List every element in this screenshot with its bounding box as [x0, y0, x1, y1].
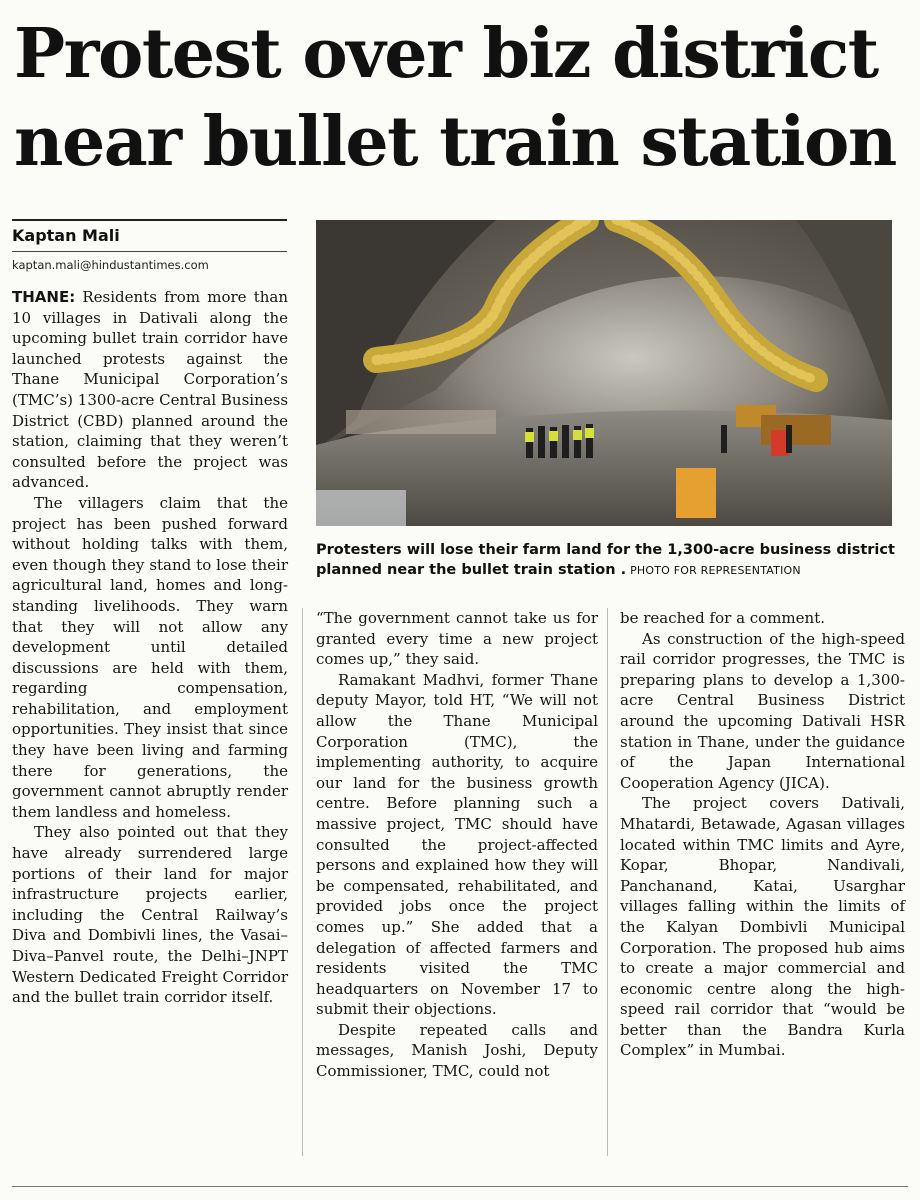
headline: Protest over biz district near bullet train station — [14, 14, 896, 182]
tunnel-illustration — [316, 220, 892, 526]
byline-top-rule — [12, 219, 287, 221]
author-email: kaptan.mali@hindustantimes.com — [12, 258, 209, 272]
paragraph: The project covers Dativali, Mhatardi, Betawade, Agasan villages located within TMC limits and Ayre, Kopar, Bhopar, Nandivali, Panchanand, Katai, Usarghar villages falling within the limits of the Kalyan Dombivli Municipal Corporation. The proposed hub aims to create a major commercial and economic centre along the high-speed rail corridor that “would be better than the Bandra Kurla Complex” in Mumbai. — [620, 794, 905, 1060]
author-name: Kaptan Mali — [12, 226, 120, 245]
column-divider — [607, 608, 608, 1156]
caption-text: Protesters will lose their farm land for the 1,300-acre business district planned near the bullet train station . — [316, 542, 895, 578]
paragraph: Despite repeated calls and messages, Manish Joshi, Deputy Commissioner, TMC, could not — [316, 1020, 598, 1081]
paragraph: Ramakant Madhvi, former Thane deputy Mayor, told HT, “We will not allow the Thane Municipal Corporation (TMC), the implementing authority, to acquire our land for the business growth centre. Before planning such a massive project, TMC should have consulted the project-affected persons and explained how they will be compensated, rehabilitated, and provided jobs once the project comes up.” She added that a delegation of affected farmers and residents visited the TMC headquarters on November 17 to submit their objections. — [316, 670, 598, 1019]
paragraph: As construction of the high-speed rail corridor progresses, the TMC is preparing plans to develop a 1,300-acre Central Business District around the upcoming Dativali HSR station in Thane, under the guidance of the Japan International Cooperation Agency (JICA). — [620, 629, 905, 792]
lead-paragraph — [12, 287, 288, 493]
byline-divider — [12, 251, 287, 252]
paragraph: “The government cannot take us for granted every time a new project comes up,” they said. — [316, 609, 598, 669]
dateline: THANE: — [12, 288, 76, 306]
paragraph: The villagers claim that the project has been pushed forward without holding talks with them, even though they stand to lose their agricultural land, homes and long-standing livelihoods. They warn that they will not allow any development until detailed discussions are held with them, regarding compensation, rehabilitation, and employment opportunities. They insist that since they have been living and farming there for generations, the government cannot abruptly render them landless and homeless. — [12, 493, 288, 821]
paragraph: be reached for a comment. — [620, 609, 825, 627]
article-column-1 — [12, 287, 288, 1008]
article-column-2 — [316, 608, 598, 1082]
photo-caption — [316, 540, 901, 581]
column-divider — [302, 608, 303, 1156]
lead-text: Residents from more than 10 villages in Dativali along the upcoming bullet train corridor have launched protests against the Thane Municipal Corporation’s (TMC’s) 1300-acre Central Business District (CBD) planned around the station, claiming that they weren’t consulted before the project was advanced. — [12, 288, 289, 492]
tunnel-construction-photo — [316, 220, 892, 526]
article-column-3 — [620, 608, 905, 1061]
paragraph: They also pointed out that they have already surrendered large portions of their land for major infrastructure projects earlier, including the Central Railway’s Diva and Dombivli lines, the Vasai–Diva–Panvel route, the Delhi–JNPT Western Dedicated Freight Corridor and the bullet train corridor itself. — [12, 823, 288, 1007]
bottom-rule — [12, 1186, 908, 1187]
photo-credit: PHOTO FOR REPRESENTATION — [630, 564, 801, 577]
